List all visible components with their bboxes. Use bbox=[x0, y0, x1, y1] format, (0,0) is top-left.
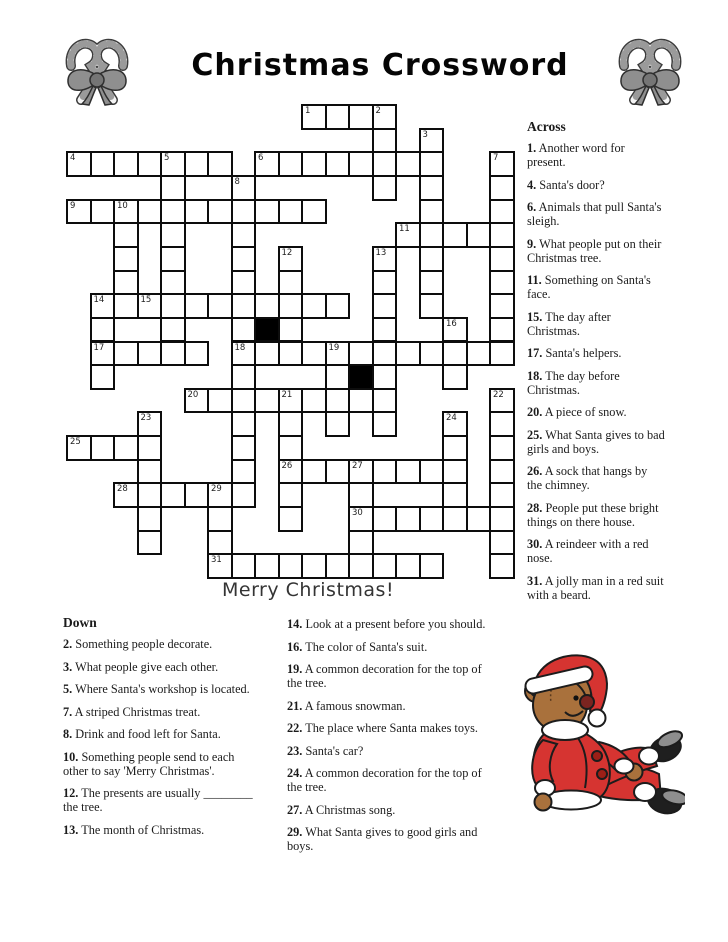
grid-cell[interactable] bbox=[325, 293, 351, 319]
grid-cell[interactable] bbox=[466, 341, 492, 367]
grid-cell[interactable] bbox=[419, 128, 445, 154]
grid-cell[interactable] bbox=[489, 553, 515, 579]
grid-cell[interactable] bbox=[419, 459, 445, 485]
grid-cell[interactable] bbox=[66, 435, 92, 461]
clue-number: 14. bbox=[287, 617, 303, 631]
grid-cell[interactable] bbox=[207, 293, 233, 319]
grid-cell[interactable] bbox=[278, 151, 304, 177]
cell-number: 13 bbox=[375, 247, 387, 258]
clue-item: 25. What Santa gives to bad girls and boys. bbox=[527, 427, 665, 456]
grid-cell[interactable] bbox=[419, 270, 445, 296]
clue-item: 31. A jolly man in a red suit with a beard. bbox=[527, 573, 664, 602]
clue-number: 29. bbox=[287, 825, 303, 839]
grid-cell[interactable] bbox=[372, 270, 398, 296]
grid-cell[interactable] bbox=[160, 270, 186, 296]
grid-cell[interactable] bbox=[325, 151, 351, 177]
clue-number: 21. bbox=[287, 698, 303, 713]
grid-cell[interactable] bbox=[325, 341, 351, 367]
grid-cell[interactable] bbox=[231, 317, 257, 343]
grid-cell[interactable] bbox=[184, 293, 210, 319]
clue-number: 28. bbox=[527, 500, 543, 515]
grid-cell[interactable] bbox=[160, 175, 186, 201]
clue-number: 15. bbox=[527, 309, 543, 324]
grid-cell[interactable] bbox=[489, 175, 515, 201]
grid-cell[interactable] bbox=[372, 411, 398, 437]
grid-cell[interactable] bbox=[184, 341, 210, 367]
grid-cell[interactable] bbox=[489, 459, 515, 485]
grid-cell[interactable] bbox=[395, 506, 421, 532]
grid-cell[interactable] bbox=[90, 435, 116, 461]
grid-cell[interactable] bbox=[278, 246, 304, 272]
across-header: Across bbox=[527, 119, 566, 134]
grid-cell[interactable] bbox=[442, 364, 468, 390]
grid-cell[interactable] bbox=[348, 459, 374, 485]
grid-cell[interactable] bbox=[489, 293, 515, 319]
grid-cell[interactable] bbox=[372, 388, 398, 414]
grid-cell[interactable] bbox=[231, 222, 257, 248]
grid-cell[interactable] bbox=[184, 151, 210, 177]
grid-cell[interactable] bbox=[278, 553, 304, 579]
grid-cell[interactable] bbox=[395, 553, 421, 579]
clue-item: 5. Where Santa's workshop is located. bbox=[63, 682, 250, 696]
grid-cell[interactable] bbox=[442, 482, 468, 508]
grid-cell[interactable] bbox=[489, 530, 515, 556]
grid-cell[interactable] bbox=[278, 459, 304, 485]
clue-item: 29. What Santa gives to good girls and boys. bbox=[287, 825, 478, 853]
clue-item: 3. What people give each other. bbox=[63, 659, 219, 674]
down-clues-continued bbox=[287, 617, 529, 862]
grid-cell[interactable] bbox=[466, 222, 492, 248]
grid-cell[interactable] bbox=[207, 388, 233, 414]
clue-number: 6. bbox=[527, 200, 537, 214]
grid-cell[interactable] bbox=[372, 553, 398, 579]
clue-item: 27. A Christmas song. bbox=[287, 802, 396, 817]
grid-cell[interactable] bbox=[137, 293, 163, 319]
grid-cell[interactable] bbox=[278, 482, 304, 508]
grid-cell[interactable] bbox=[278, 506, 304, 532]
grid-cell[interactable] bbox=[113, 341, 139, 367]
grid-cell[interactable] bbox=[419, 553, 445, 579]
grid-cell[interactable] bbox=[372, 317, 398, 343]
grid-cell[interactable] bbox=[372, 364, 398, 390]
grid-cell[interactable] bbox=[442, 459, 468, 485]
grid-cell[interactable] bbox=[325, 553, 351, 579]
grid-cell[interactable] bbox=[231, 411, 257, 437]
grid-cell[interactable] bbox=[113, 435, 139, 461]
grid-cell[interactable] bbox=[372, 341, 398, 367]
grid-cell[interactable] bbox=[419, 175, 445, 201]
down-clues bbox=[63, 616, 293, 845]
grid-cell[interactable] bbox=[231, 199, 257, 225]
cell-number: 12 bbox=[281, 247, 293, 258]
grid-cell[interactable] bbox=[231, 553, 257, 579]
grid-cell[interactable] bbox=[372, 104, 398, 130]
candy-canes-bow-image bbox=[55, 36, 139, 108]
grid-cell[interactable] bbox=[301, 151, 327, 177]
grid-cell[interactable] bbox=[489, 246, 515, 272]
grid-cell[interactable] bbox=[113, 222, 139, 248]
grid-cell[interactable] bbox=[372, 246, 398, 272]
grid-cell[interactable] bbox=[301, 104, 327, 130]
clue-number: 25. bbox=[527, 427, 543, 442]
cell-number: 11 bbox=[399, 224, 410, 235]
cell-number: 4 bbox=[70, 153, 76, 164]
grid-cell[interactable] bbox=[442, 506, 468, 532]
clue-number: 24. bbox=[287, 766, 303, 780]
grid-cell[interactable] bbox=[419, 199, 445, 225]
grid-cell[interactable] bbox=[372, 293, 398, 319]
grid-cell[interactable] bbox=[419, 151, 445, 177]
clue-item: 16. The color of Santa's suit. bbox=[287, 639, 428, 654]
grid-cell[interactable] bbox=[90, 317, 116, 343]
clue-number: 2. bbox=[63, 637, 73, 651]
grid-cell[interactable] bbox=[372, 151, 398, 177]
grid-cell[interactable] bbox=[231, 435, 257, 461]
clue-item: 11. Something on Santa's face. bbox=[527, 273, 651, 301]
cell-number: 29 bbox=[211, 484, 222, 495]
grid-cell[interactable] bbox=[207, 151, 233, 177]
grid-cell[interactable] bbox=[301, 341, 327, 367]
grid-cell[interactable] bbox=[160, 293, 186, 319]
clue-item: 8. Drink and food left for Santa. bbox=[63, 727, 221, 741]
grid-cell[interactable] bbox=[489, 411, 515, 437]
clue-item: 24. A common decoration for the top of the tree. bbox=[287, 766, 482, 794]
cell-number: 7 bbox=[493, 153, 499, 164]
cell-number: 15 bbox=[140, 295, 152, 306]
grid-cell[interactable] bbox=[254, 151, 280, 177]
grid-cell[interactable] bbox=[419, 341, 445, 367]
grid-cell[interactable] bbox=[372, 506, 398, 532]
grid-cell[interactable] bbox=[137, 506, 163, 532]
grid-cell[interactable] bbox=[160, 246, 186, 272]
clue-item: 10. Something people send to each other to say 'Merry Christmas'. bbox=[63, 749, 235, 778]
grid-cell[interactable] bbox=[278, 270, 304, 296]
grid-cell[interactable] bbox=[278, 317, 304, 343]
cell-number: 26 bbox=[281, 460, 293, 471]
clue-number: 27. bbox=[287, 802, 303, 817]
grid-cell[interactable] bbox=[278, 411, 304, 437]
cell-number: 24 bbox=[446, 413, 457, 424]
grid-cell[interactable] bbox=[66, 151, 92, 177]
clue-item: 22. The place where Santa makes toys. bbox=[287, 721, 479, 735]
grid-cell[interactable] bbox=[231, 341, 257, 367]
grid-cell[interactable] bbox=[160, 482, 186, 508]
grid-cell[interactable] bbox=[207, 506, 233, 532]
grid-cell[interactable] bbox=[254, 341, 280, 367]
grid-cell[interactable] bbox=[301, 553, 327, 579]
merry-christmas-text: Merry Christmas! bbox=[222, 579, 395, 601]
clue-item: 28. People put these bright things on there house. bbox=[527, 500, 659, 529]
grid-cell[interactable] bbox=[348, 482, 374, 508]
cell-number: 20 bbox=[187, 389, 199, 400]
clue-item: 20. A piece of snow. bbox=[527, 405, 627, 419]
clue-item: 23. Santa's car? bbox=[287, 743, 364, 758]
cell-number: 8 bbox=[234, 176, 240, 187]
grid-cell[interactable] bbox=[207, 530, 233, 556]
grid-cell[interactable] bbox=[442, 222, 468, 248]
clue-number: 31. bbox=[527, 573, 543, 588]
grid-cell[interactable] bbox=[278, 293, 304, 319]
cell-number: 9 bbox=[70, 200, 76, 211]
grid-cell[interactable] bbox=[442, 411, 468, 437]
grid-cell[interactable] bbox=[90, 341, 116, 367]
grid-cell[interactable] bbox=[419, 222, 445, 248]
clue-item: 13. The month of Christmas. bbox=[63, 822, 205, 837]
grid-cell[interactable] bbox=[137, 459, 163, 485]
candy-canes-bow-image bbox=[608, 36, 692, 108]
cell-number: 10 bbox=[117, 200, 128, 211]
grid-cell[interactable] bbox=[301, 388, 327, 414]
grid-cell[interactable] bbox=[90, 364, 116, 390]
clue-number: 11. bbox=[527, 273, 542, 287]
grid-cell[interactable] bbox=[325, 104, 351, 130]
clue-item: 21. A famous snowman. bbox=[287, 698, 406, 713]
grid-cell[interactable] bbox=[160, 222, 186, 248]
clue-item: 19. A common decoration for the top of the tree. bbox=[287, 662, 482, 690]
grid-cell[interactable] bbox=[160, 317, 186, 343]
clue-number: 5. bbox=[63, 682, 73, 696]
grid-cell[interactable] bbox=[301, 199, 327, 225]
clue-item: 15. The day after Christmas. bbox=[527, 309, 611, 338]
cell-number: 1 bbox=[305, 106, 311, 116]
grid-cell[interactable] bbox=[231, 388, 257, 414]
clue-number: 18. bbox=[527, 368, 543, 383]
grid-cell[interactable] bbox=[137, 530, 163, 556]
clue-item: 30. A reindeer with a red nose. bbox=[527, 537, 649, 565]
grid-cell[interactable] bbox=[325, 364, 351, 390]
grid-cell[interactable] bbox=[231, 482, 257, 508]
grid-cell[interactable] bbox=[489, 482, 515, 508]
clue-number: 4. bbox=[527, 177, 537, 192]
clue-item: 18. The day before Christmas. bbox=[527, 368, 620, 397]
grid-cell[interactable] bbox=[137, 482, 163, 508]
clue-number: 30. bbox=[527, 537, 543, 551]
grid-cell[interactable] bbox=[160, 341, 186, 367]
cell-number: 5 bbox=[164, 153, 170, 164]
grid-cell[interactable] bbox=[489, 435, 515, 461]
grid-cell[interactable] bbox=[137, 151, 163, 177]
grid-cell[interactable] bbox=[489, 506, 515, 532]
grid-cell[interactable] bbox=[278, 435, 304, 461]
grid-cell[interactable] bbox=[395, 222, 421, 248]
grid-cell-black bbox=[254, 317, 280, 343]
clue-number: 19. bbox=[287, 662, 303, 676]
clue-number: 9. bbox=[527, 236, 537, 251]
grid-cell[interactable] bbox=[489, 151, 515, 177]
cell-number: 19 bbox=[328, 342, 340, 353]
clue-number: 20. bbox=[527, 405, 543, 419]
grid-cell[interactable] bbox=[113, 482, 139, 508]
grid-cell[interactable] bbox=[184, 388, 210, 414]
grid-cell[interactable] bbox=[231, 175, 257, 201]
clue-number: 7. bbox=[63, 704, 73, 719]
grid-cell[interactable] bbox=[372, 175, 398, 201]
grid-cell[interactable] bbox=[301, 459, 327, 485]
grid-cell[interactable] bbox=[207, 553, 233, 579]
clue-item: 6. Animals that pull Santa's sleigh. bbox=[527, 200, 662, 228]
cell-number: 2 bbox=[375, 106, 381, 116]
grid-cell[interactable] bbox=[419, 246, 445, 272]
grid-cell[interactable] bbox=[278, 199, 304, 225]
cell-number: 17 bbox=[93, 342, 105, 353]
clue-number: 13. bbox=[63, 822, 79, 837]
cell-number: 28 bbox=[117, 484, 128, 495]
grid-cell[interactable] bbox=[160, 199, 186, 225]
grid-cell[interactable] bbox=[489, 270, 515, 296]
grid-cell[interactable] bbox=[184, 482, 210, 508]
grid-cell[interactable] bbox=[207, 199, 233, 225]
cell-number: 31 bbox=[211, 555, 222, 566]
across-clues bbox=[527, 120, 727, 610]
grid-cell[interactable] bbox=[325, 411, 351, 437]
grid-cell[interactable] bbox=[231, 364, 257, 390]
grid-cell[interactable] bbox=[231, 270, 257, 296]
grid-cell[interactable] bbox=[348, 388, 374, 414]
grid-cell[interactable] bbox=[137, 411, 163, 437]
clue-number: 10. bbox=[63, 749, 79, 764]
cell-number: 3 bbox=[422, 129, 428, 140]
grid-cell[interactable] bbox=[348, 506, 374, 532]
grid-cell[interactable] bbox=[254, 199, 280, 225]
clue-number: 17. bbox=[527, 346, 543, 360]
clue-number: 26. bbox=[527, 464, 543, 478]
grid-cell[interactable] bbox=[113, 199, 139, 225]
clue-item: 1. Another word for present. bbox=[527, 141, 625, 169]
santa-teddy-bear-image bbox=[513, 650, 685, 830]
grid-cell[interactable] bbox=[348, 151, 374, 177]
clue-number: 1. bbox=[527, 141, 537, 155]
clue-item: 7. A striped Christmas treat. bbox=[63, 704, 201, 719]
grid-cell[interactable] bbox=[325, 388, 351, 414]
grid-cell[interactable] bbox=[160, 151, 186, 177]
grid-cell[interactable] bbox=[395, 151, 421, 177]
cell-number: 25 bbox=[70, 437, 81, 448]
clue-number: 16. bbox=[287, 639, 303, 654]
grid-cell[interactable] bbox=[442, 341, 468, 367]
cell-number: 30 bbox=[352, 508, 363, 519]
grid-cell[interactable] bbox=[137, 341, 163, 367]
grid-cell[interactable] bbox=[231, 459, 257, 485]
cell-number: 18 bbox=[234, 342, 246, 353]
grid-cell[interactable] bbox=[325, 459, 351, 485]
grid-cell[interactable] bbox=[442, 435, 468, 461]
cell-number: 16 bbox=[446, 318, 457, 329]
page-title: Christmas Crossword bbox=[191, 48, 569, 83]
clue-item: 17. Santa's helpers. bbox=[527, 346, 622, 360]
grid-cell[interactable] bbox=[489, 199, 515, 225]
grid-cell[interactable] bbox=[489, 388, 515, 414]
clue-item: 26. A sock that hangs by the chimney. bbox=[527, 464, 648, 492]
cell-number: 27 bbox=[352, 460, 363, 471]
clue-number: 12. bbox=[63, 786, 79, 800]
cell-number: 6 bbox=[258, 153, 264, 164]
clue-number: 22. bbox=[287, 721, 303, 735]
grid-cell[interactable] bbox=[254, 388, 280, 414]
grid-cell[interactable] bbox=[395, 459, 421, 485]
grid-cell[interactable] bbox=[489, 222, 515, 248]
grid-cell-black bbox=[348, 364, 374, 390]
grid-cell[interactable] bbox=[489, 341, 515, 367]
grid-cell[interactable] bbox=[419, 293, 445, 319]
clue-item: 9. What people put on their Christmas tree. bbox=[527, 236, 662, 265]
grid-cell[interactable] bbox=[66, 199, 92, 225]
grid-cell[interactable] bbox=[113, 246, 139, 272]
clue-number: 3. bbox=[63, 659, 73, 674]
grid-cell[interactable] bbox=[254, 293, 280, 319]
grid-cell[interactable] bbox=[113, 293, 139, 319]
grid-cell[interactable] bbox=[113, 151, 139, 177]
grid-cell[interactable] bbox=[372, 128, 398, 154]
cell-number: 22 bbox=[493, 389, 504, 400]
grid-cell[interactable] bbox=[254, 553, 280, 579]
grid-cell[interactable] bbox=[372, 459, 398, 485]
grid-cell[interactable] bbox=[90, 199, 116, 225]
grid-cell[interactable] bbox=[231, 246, 257, 272]
clue-number: 8. bbox=[63, 727, 73, 741]
grid-cell[interactable] bbox=[137, 199, 163, 225]
grid-cell[interactable] bbox=[348, 553, 374, 579]
grid-cell[interactable] bbox=[113, 270, 139, 296]
clue-item: 2. Something people decorate. bbox=[63, 637, 213, 651]
grid-cell[interactable] bbox=[489, 317, 515, 343]
grid-cell[interactable] bbox=[419, 506, 445, 532]
cell-number: 23 bbox=[140, 413, 152, 424]
grid-cell[interactable] bbox=[348, 341, 374, 367]
cell-number: 21 bbox=[281, 389, 293, 400]
clue-item: 12. The presents are usually ________ the tree. bbox=[63, 786, 253, 814]
down-header: Down bbox=[63, 615, 97, 630]
grid-cell[interactable] bbox=[301, 293, 327, 319]
grid-cell[interactable] bbox=[348, 104, 374, 130]
grid-cell[interactable] bbox=[207, 482, 233, 508]
grid-cell[interactable] bbox=[395, 341, 421, 367]
grid-cell[interactable] bbox=[348, 530, 374, 556]
grid-cell[interactable] bbox=[90, 151, 116, 177]
grid-cell[interactable] bbox=[466, 506, 492, 532]
grid-cell[interactable] bbox=[278, 388, 304, 414]
grid-cell[interactable] bbox=[231, 293, 257, 319]
grid-cell[interactable] bbox=[442, 317, 468, 343]
grid-cell[interactable] bbox=[278, 341, 304, 367]
grid-cell[interactable] bbox=[184, 199, 210, 225]
grid-cell[interactable] bbox=[90, 293, 116, 319]
clue-number: 23. bbox=[287, 743, 303, 758]
cell-number: 14 bbox=[93, 295, 105, 306]
clue-item: 14. Look at a present before you should. bbox=[287, 617, 486, 631]
clue-item: 4. Santa's door? bbox=[527, 177, 605, 192]
grid-cell[interactable] bbox=[137, 435, 163, 461]
